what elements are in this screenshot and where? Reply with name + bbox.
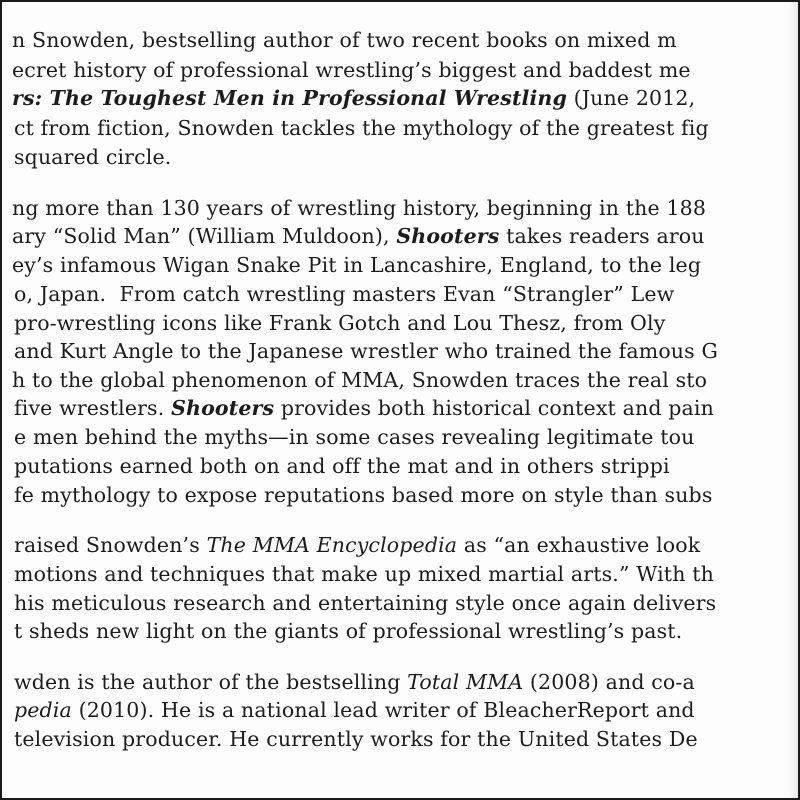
text-run: television producer. He currently works for the United States De — [14, 727, 698, 751]
text-line — [14, 621, 682, 642]
text-line — [14, 341, 718, 362]
text-run: e men behind the myths—in some cases revealing legitimate tou — [14, 425, 695, 449]
text-run: Total MMA — [407, 670, 524, 694]
text-run: pro-wrestling icons like Frank Gotch and Lou Thesz, from Oly — [14, 311, 666, 335]
text-line — [12, 30, 677, 51]
text-run: wden is the author of the bestselling — [14, 670, 408, 694]
text-line — [14, 398, 714, 419]
text-line — [14, 427, 694, 448]
text-run: (2008) and co-a — [523, 670, 695, 694]
text-run: ey’s infamous Wigan Snake Pit in Lancashire, England, to the leg — [12, 253, 702, 277]
text-run: putations earned both on and off the mat and in others strippi — [14, 454, 670, 478]
text-line — [12, 370, 707, 391]
text-run: provides both historical context and pain — [274, 396, 714, 420]
text-run: ct from fiction, Snowden tackles the mythology of the greatest fig — [14, 116, 709, 140]
text-run: takes readers arou — [499, 224, 705, 248]
text-run: Shooters — [171, 396, 275, 420]
text-line — [14, 593, 716, 614]
text-line — [14, 700, 695, 721]
text-line — [14, 147, 171, 168]
text-line — [14, 485, 713, 506]
document-page — [2, 2, 800, 800]
text-run: Shooters — [396, 224, 500, 248]
text-run: t sheds new light on the giants of professional wrestling’s past. — [14, 619, 683, 643]
text-line — [12, 60, 691, 81]
scan-edge-shade — [788, 2, 798, 800]
text-run: (June 2012, — [566, 86, 702, 110]
text-line — [14, 672, 695, 693]
text-run: squared circle. — [14, 145, 172, 169]
text-line — [12, 255, 701, 276]
text-run: ecret history of professional wrestling’s biggest and baddest me — [12, 58, 691, 82]
text-line — [12, 226, 705, 247]
text-run: The MMA Encyclopedia — [206, 533, 458, 557]
text-run: ary “Solid Man” (William Muldoon), — [12, 224, 397, 248]
text-run: rs: The Toughest Men in Professional Wrestling — [12, 86, 567, 110]
text-line — [14, 456, 670, 477]
text-line — [14, 535, 700, 556]
text-run: h to the global phenomenon of MMA, Snowden traces the real sto — [12, 368, 708, 392]
text-line — [12, 88, 702, 109]
text-run: (2010). He is a national lead writer of BleacherReport and — [71, 698, 695, 722]
text-run: ng more than 130 years of wrestling history, beginning in the 188 — [12, 196, 707, 220]
text-line — [14, 284, 674, 305]
text-run: five wrestlers. — [14, 396, 172, 420]
text-run: o, Japan. From catch wrestling masters Evan “Strangler” Lew — [14, 282, 675, 306]
text-line — [12, 198, 706, 219]
text-run: as “an exhaustive look — [457, 533, 701, 557]
text-run: raised Snowden’s — [14, 533, 207, 557]
text-run: fe mythology to expose reputations based more on style than subs — [14, 483, 713, 507]
text-line — [14, 313, 665, 334]
text-run: and Kurt Angle to the Japanese wrestler who trained the famous G — [14, 339, 719, 363]
text-line — [14, 729, 698, 750]
text-line — [14, 118, 709, 139]
text-run: n Snowden, bestselling author of two recent books on mixed m — [12, 28, 677, 52]
text-line — [14, 564, 714, 585]
text-run: pedia — [14, 698, 72, 722]
text-run: his meticulous research and entertaining style once again delivers — [14, 591, 717, 615]
text-run: motions and techniques that make up mixed martial arts.” With th — [14, 562, 714, 586]
